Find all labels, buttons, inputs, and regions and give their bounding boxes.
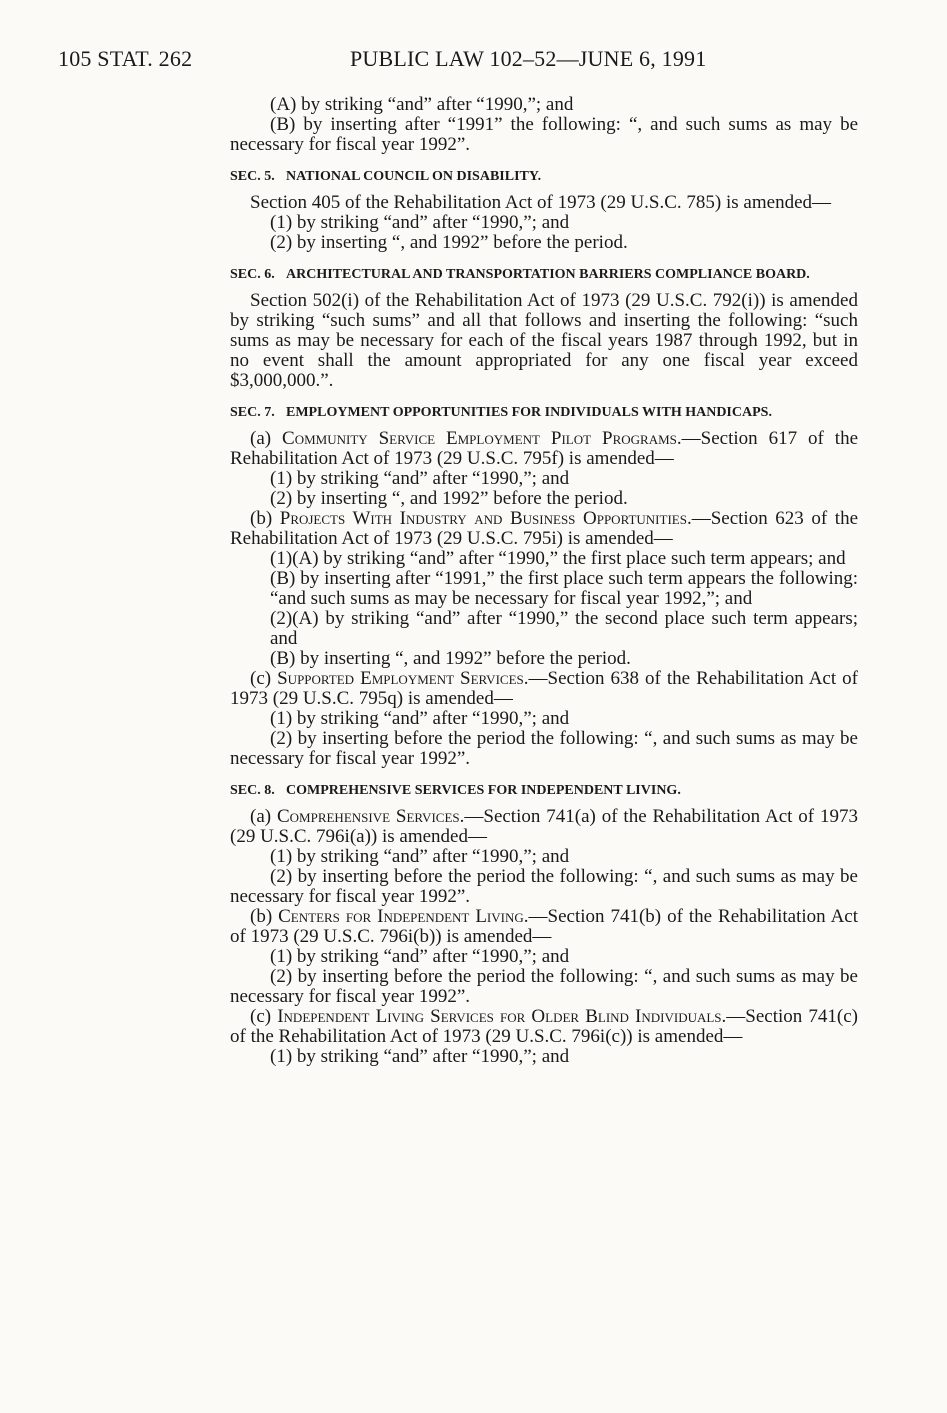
paragraph: (A) by striking “and” after “1990,”; and — [270, 94, 574, 115]
paragraph: (B) by inserting after “1991” the following: “, and such sums as may be necessary for fiscal year 1992”. — [230, 114, 858, 155]
subsection-title: Independent Living Services for Older Blind Individuals — [277, 1006, 722, 1027]
subsection-label: (c) — [250, 1006, 278, 1027]
subsection-text: .—Section 623 of the Rehabilitation Act of 1973 (29 U.S.C. 795i) is amended— — [230, 508, 859, 549]
paragraph: (2) by inserting “, and 1992” before the period. — [270, 488, 628, 509]
document-body — [230, 95, 858, 1067]
section-heading — [230, 167, 858, 186]
section-title: EMPLOYMENT OPPORTUNITIES FOR INDIVIDUALS WITH HANDICAPS. — [286, 405, 772, 420]
subsection-label: (a) — [250, 806, 277, 827]
subsection — [230, 429, 858, 469]
paragraph: (1) by striking “and” after “1990,”; and — [270, 846, 570, 867]
subsection-title: Comprehensive Services — [276, 806, 460, 827]
subsection-title: Projects With Industry and Business Opportunities — [279, 508, 687, 529]
subsection-text: .—Section 741(a) of the Rehabilitation Act of 1973 (29 U.S.C. 796i(a)) is amended— — [230, 806, 858, 847]
paragraph: (1) by striking “and” after “1990,”; and — [270, 708, 570, 729]
paragraph: (1) by striking “and” after “1990,”; and — [270, 1046, 570, 1067]
section-number: SEC. 6. — [230, 267, 275, 282]
statute-page-number: 105 STAT. 262 — [58, 46, 193, 71]
subsection-label: (c) — [250, 668, 278, 689]
section-title: NATIONAL COUNCIL ON DISABILITY. — [286, 169, 542, 184]
paragraph: (B) by inserting after “1991,” the first place such term appears the following: “and such sums as may be necessary for fiscal year 1992,”; and — [270, 568, 858, 609]
section-number: SEC. 7. — [230, 405, 275, 420]
subsection-text: .—Section 741(c) of the Rehabilitation Act of 1973 (29 U.S.C. 796i(c)) is amended— — [230, 1006, 859, 1047]
section-number: SEC. 5. — [230, 169, 275, 184]
page-title: PUBLIC LAW 102–52—JUNE 6, 1991 — [350, 46, 707, 71]
paragraph: (2) by inserting before the period the following: “, and such sums as may be necessary for fiscal year 1992”. — [230, 728, 858, 769]
subsection — [230, 807, 858, 847]
paragraph: (2)(A) by striking “and” after “1990,” the second place such term appears; and — [270, 608, 858, 649]
paragraph: (B) by inserting “, and 1992” before the period. — [270, 648, 631, 669]
subsection — [230, 509, 858, 549]
section-number: SEC. 8. — [230, 783, 275, 798]
paragraph: (2) by inserting before the period the following: “, and such sums as may be necessary for fiscal year 1992”. — [230, 866, 858, 907]
subsection-text: .—Section 741(b) of the Rehabilitation Act of 1973 (29 U.S.C. 796i(b)) is amended— — [230, 906, 859, 947]
paragraph: Section 502(i) of the Rehabilitation Act of 1973 (29 U.S.C. 792(i)) is amended by striking “such sums” and all that follows and inserting the following: “such sums as may be necessary for each of the fiscal years 1987 through 1992, but in no event shall the amount appropriated for any one fiscal year exceed $3,000,000.”. — [230, 290, 858, 391]
subsection-text: .—Section 638 of the Rehabilitation Act of 1973 (29 U.S.C. 795q) is amended— — [230, 668, 858, 709]
subsection — [230, 907, 858, 947]
subsection-title: Supported Employment Services — [277, 668, 524, 689]
paragraph: (1) by striking “and” after “1990,”; and — [270, 946, 570, 967]
paragraph: (2) by inserting before the period the following: “, and such sums as may be necessary for fiscal year 1992”. — [230, 966, 858, 1007]
section-heading — [230, 265, 858, 284]
subsection-label: (b) — [250, 508, 280, 529]
subsection-title: Centers for Independent Living — [278, 906, 524, 927]
paragraph: (2) by inserting “, and 1992” before the period. — [270, 232, 628, 253]
subsection-text: .—Section 617 of the Rehabilitation Act of 1973 (29 U.S.C. 795f) is amended— — [230, 428, 859, 469]
paragraph: (1)(A) by striking “and” after “1990,” the first place such term appears; and — [270, 548, 846, 569]
subsection-label: (a) — [250, 428, 283, 449]
section-title: ARCHITECTURAL AND TRANSPORTATION BARRIERS COMPLIANCE BOARD. — [286, 267, 810, 282]
paragraph: (1) by striking “and” after “1990,”; and — [270, 212, 570, 233]
section-heading — [230, 403, 858, 422]
paragraph: Section 405 of the Rehabilitation Act of 1973 (29 U.S.C. 785) is amended— — [250, 192, 832, 213]
paragraph: (1) by striking “and” after “1990,”; and — [270, 468, 570, 489]
subsection — [230, 669, 858, 709]
section-title: COMPREHENSIVE SERVICES FOR INDEPENDENT LIVING. — [286, 783, 681, 798]
subsection — [230, 1007, 858, 1047]
section-heading — [230, 781, 858, 800]
subsection-title: Community Service Employment Pilot Programs — [282, 428, 677, 449]
subsection-label: (b) — [250, 906, 279, 927]
